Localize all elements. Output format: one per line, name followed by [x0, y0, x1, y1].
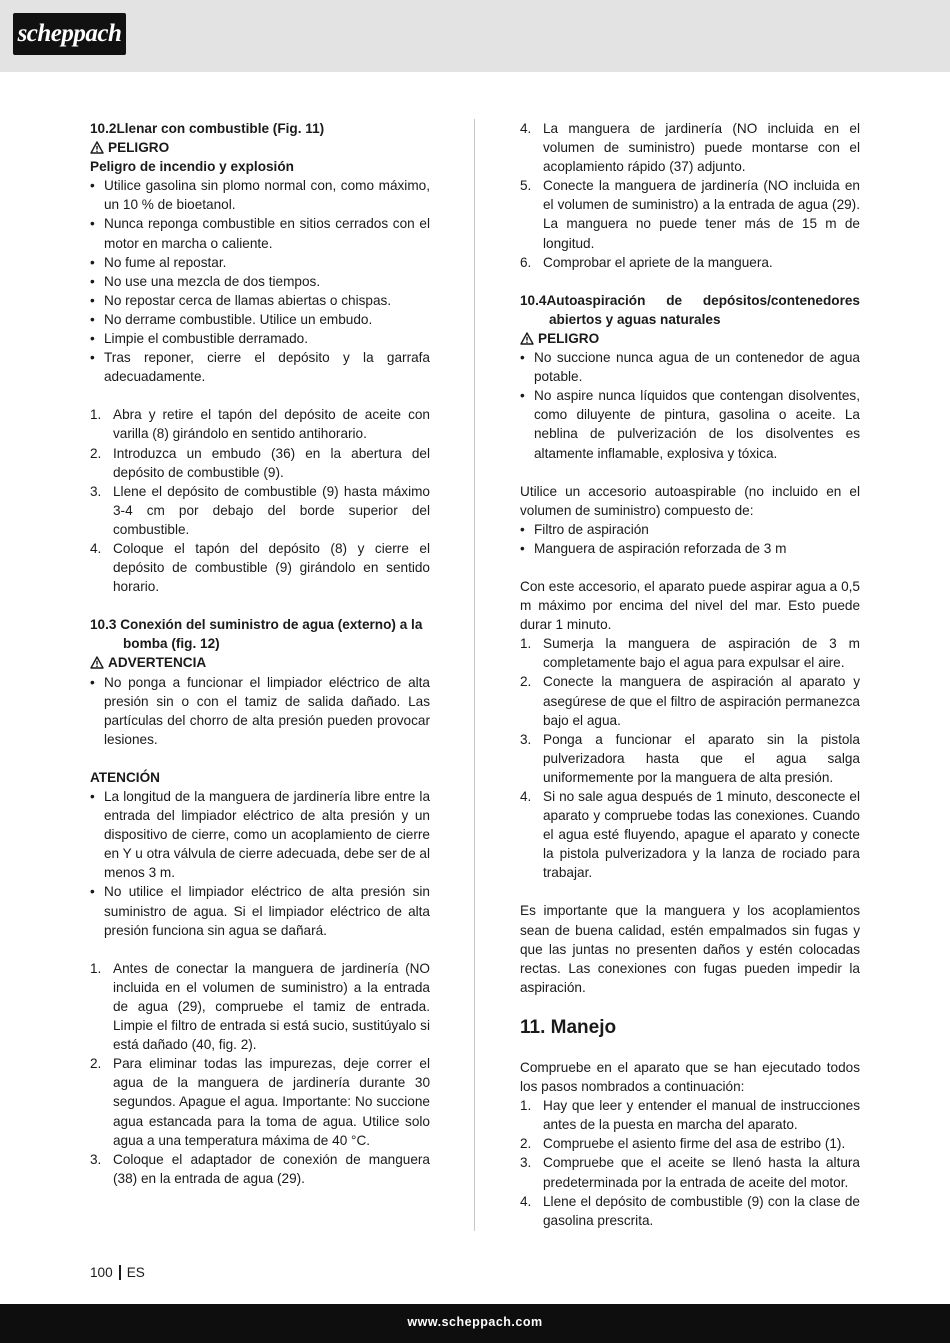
list-item: • Manguera de aspiración reforzada de 3 m — [520, 539, 860, 558]
list-item: 4. Llene el depósito de combustible (9) con la clase de gasolina prescrita. — [520, 1193, 860, 1228]
attention-label: ATENCIÓN — [90, 769, 160, 785]
closing-paragraph: Es importante que la manguera y los acoplamientos sean de buena calidad, estén empalmados sin fugas y que las juntas no presenten daños y estén colocadas rectas. Las conexiones con fugas pueden impedir la aspiración. — [520, 903, 860, 995]
section-10-2-warning — [90, 138, 430, 157]
footer-band — [0, 1304, 950, 1343]
section-10-2-title: 10.2Llenar con combustible (Fig. 11) — [90, 121, 325, 136]
fuel-safety-list — [90, 176, 430, 386]
list-item: 2. Conecte la manguera de aspiración al aparato y asegúrese de que el filtro de aspiración permanezca bajo el agua. — [520, 674, 860, 728]
column-divider — [474, 119, 475, 1231]
water-warning-list — [90, 673, 430, 749]
accessory-parts-list — [520, 520, 860, 558]
list-item: • No utilice el limpiador eléctrico de alta presión sin suministro de agua. Si el limpiador eléctrico de alta presión funciona sin agua se dañará. — [90, 882, 430, 939]
section-10-4-title: 10.4Autoaspiración de depósitos/contenedores abiertos y aguas naturales — [520, 292, 860, 327]
list-item: 2. Para eliminar todas las impurezas, deje correr el agua de la manguera de jardinería durante 30 segundos. Apague el agua. Importante: No succione agua estancada para la toma de agua. Utilice solo agua a una temperatura máxima de 40 °C. — [90, 1056, 430, 1148]
list-item: 4. Si no sale agua después de 1 minuto, desconecte el aparato y compruebe todas las conexiones. Cuando el agua esté fluyendo, apague el aparato y conecte la pistola pulverizadora y la lanza de rociado para trabajar. — [520, 789, 860, 881]
header-band — [0, 0, 950, 72]
list-item: • No aspire nunca líquidos que contengan disolventes, como diluyente de pintura, gasolina o aceite. La neblina de pulverización de los disolventes es altamente inflamable, explosiva y tóxica. — [520, 386, 860, 462]
section-11-title: 11. Manejo — [520, 1016, 617, 1038]
fuel-steps-list — [90, 405, 430, 596]
language-code: ES — [126, 1265, 145, 1280]
page-number — [90, 1265, 145, 1280]
water-steps-list — [90, 959, 430, 1188]
warning-triangle-icon — [90, 141, 104, 154]
list-item: 5. Conecte la manguera de jardinería (NO incluida en el volumen de suministro) a la entrada de agua (29). La manguera no puede tener más de 15 m de longitud. — [520, 178, 860, 251]
website-link[interactable]: www.scheppach.com — [407, 1315, 543, 1329]
warning-triangle-icon — [90, 656, 104, 669]
section-10-2-subtitle: Peligro de incendio y explosión — [90, 159, 294, 175]
list-item: • No derrame combustible. Utilice un embudo. — [90, 310, 430, 329]
list-item: • Filtro de aspiración — [520, 520, 860, 539]
suction-steps-list — [520, 634, 860, 882]
attention-list — [90, 787, 430, 940]
section-10-3-title: 10.3 Conexión del suministro de agua (externo) a la bomba (fig. 12) — [90, 617, 423, 652]
brand-logo — [13, 13, 126, 55]
list-item: • Limpie el combustible derramado. — [90, 329, 430, 348]
list-item: 3. Compruebe que el aceite se llenó hasta la altura predeterminada por la entrada de aceite del motor. — [520, 1155, 860, 1190]
list-item: 4. La manguera de jardinería (NO incluida en el volumen de suministro) puede montarse con el acoplamiento rápido (37) adjunto. — [520, 121, 860, 175]
list-item: • No succione nunca agua de un contenedor de agua potable. — [520, 348, 860, 386]
operation-steps-list — [520, 1096, 860, 1230]
right-column — [520, 119, 860, 1230]
list-item: 4. Coloque el tapón del depósito (8) y cierre el depósito de combustible (9) girándolo en sentido horario. — [90, 540, 430, 595]
operation-intro: Compruebe en el aparato que se han ejecutado todos los pasos nombrados a continuación: — [520, 1059, 860, 1095]
left-column — [90, 119, 430, 1188]
list-item: • La longitud de la manguera de jardinería libre entre la entrada del limpiador eléctrico de alta presión y un dispositivo de cierre, como un acoplamiento de cierre en Y u otra válvula de cierre adecuada, debe ser de al menos 3 m. — [90, 787, 430, 882]
page-separator — [119, 1265, 121, 1280]
warning-label: PELIGRO — [538, 330, 600, 346]
list-item: 1. Antes de conectar la manguera de jardinería (NO incluida en el volumen de suministro) a la entrada de agua (29), compruebe el tamiz de entrada. Limpie el filtro de entrada si está sucio, sustitúyalo si está dañado (40, fig. 2). — [90, 960, 430, 1053]
warning-triangle-icon — [520, 332, 534, 345]
list-item: 3. Coloque el adaptador de conexión de manguera (38) en la entrada de agua (29). — [90, 1151, 430, 1186]
list-item: 1. Hay que leer y entender el manual de instrucciones antes de la puesta en marcha del aparato. — [520, 1098, 860, 1133]
list-item: • No repostar cerca de llamas abiertas o chispas. — [90, 291, 430, 310]
list-item: • No ponga a funcionar el limpiador eléctrico de alta presión sin o con el tamiz de salida dañado. Las partículas del chorro de alta presión pueden provocar lesiones. — [90, 673, 430, 749]
list-item: 3. Ponga a funcionar el aparato sin la pistola pulverizadora hasta que el agua salga uniformemente por la manguera de alta presión. — [520, 731, 860, 785]
list-item: 6. Comprobar el apriete de la manguera. — [520, 254, 773, 270]
brand-logo-text: scheppach — [17, 20, 122, 47]
section-10-4-warning — [520, 329, 860, 348]
list-item: 1. Sumerja la manguera de aspiración de 3 m completamente bajo el agua para expulsar el aire. — [520, 636, 860, 671]
page-number-value: 100 — [90, 1265, 113, 1280]
warning-label: PELIGRO — [108, 140, 170, 156]
list-item: 1. Abra y retire el tapón del depósito de aceite con varilla (8) girándolo en sentido antihorario. — [90, 407, 430, 442]
list-item: • No use una mezcla de dos tiempos. — [90, 272, 430, 291]
list-item: • No fume al repostar. — [90, 253, 430, 272]
warning-label: ADVERTENCIA — [108, 655, 207, 671]
list-item: • Tras reponer, cierre el depósito y la garrafa adecuadamente. — [90, 348, 430, 386]
accessory-intro: Utilice un accesorio autoaspirable (no incluido en el volumen de suministro) compuesto de: — [520, 483, 860, 518]
water-steps-continued — [520, 119, 860, 272]
suction-danger-list — [520, 348, 860, 463]
list-item: 2. Compruebe el asiento firme del asa de estribo (1). — [520, 1136, 846, 1152]
list-item: 2. Introduzca un embudo (36) en la abertura del depósito de combustible (9). — [90, 445, 430, 480]
section-10-3-warning — [90, 653, 430, 672]
list-item: • Nunca reponga combustible en sitios cerrados con el motor en marcha o caliente. — [90, 214, 430, 252]
list-item: 3. Llene el depósito de combustible (9) hasta máximo 3-4 cm por debajo del borde superior del combustible. — [90, 483, 430, 537]
list-item: • Utilice gasolina sin plomo normal con, como máximo, un 10 % de bioetanol. — [90, 176, 430, 214]
accessory-paragraph: Con este accesorio, el aparato puede aspirar agua a 0,5 m máximo por encima del nivel del mar. Esto puede durar 1 minuto. — [520, 578, 860, 633]
